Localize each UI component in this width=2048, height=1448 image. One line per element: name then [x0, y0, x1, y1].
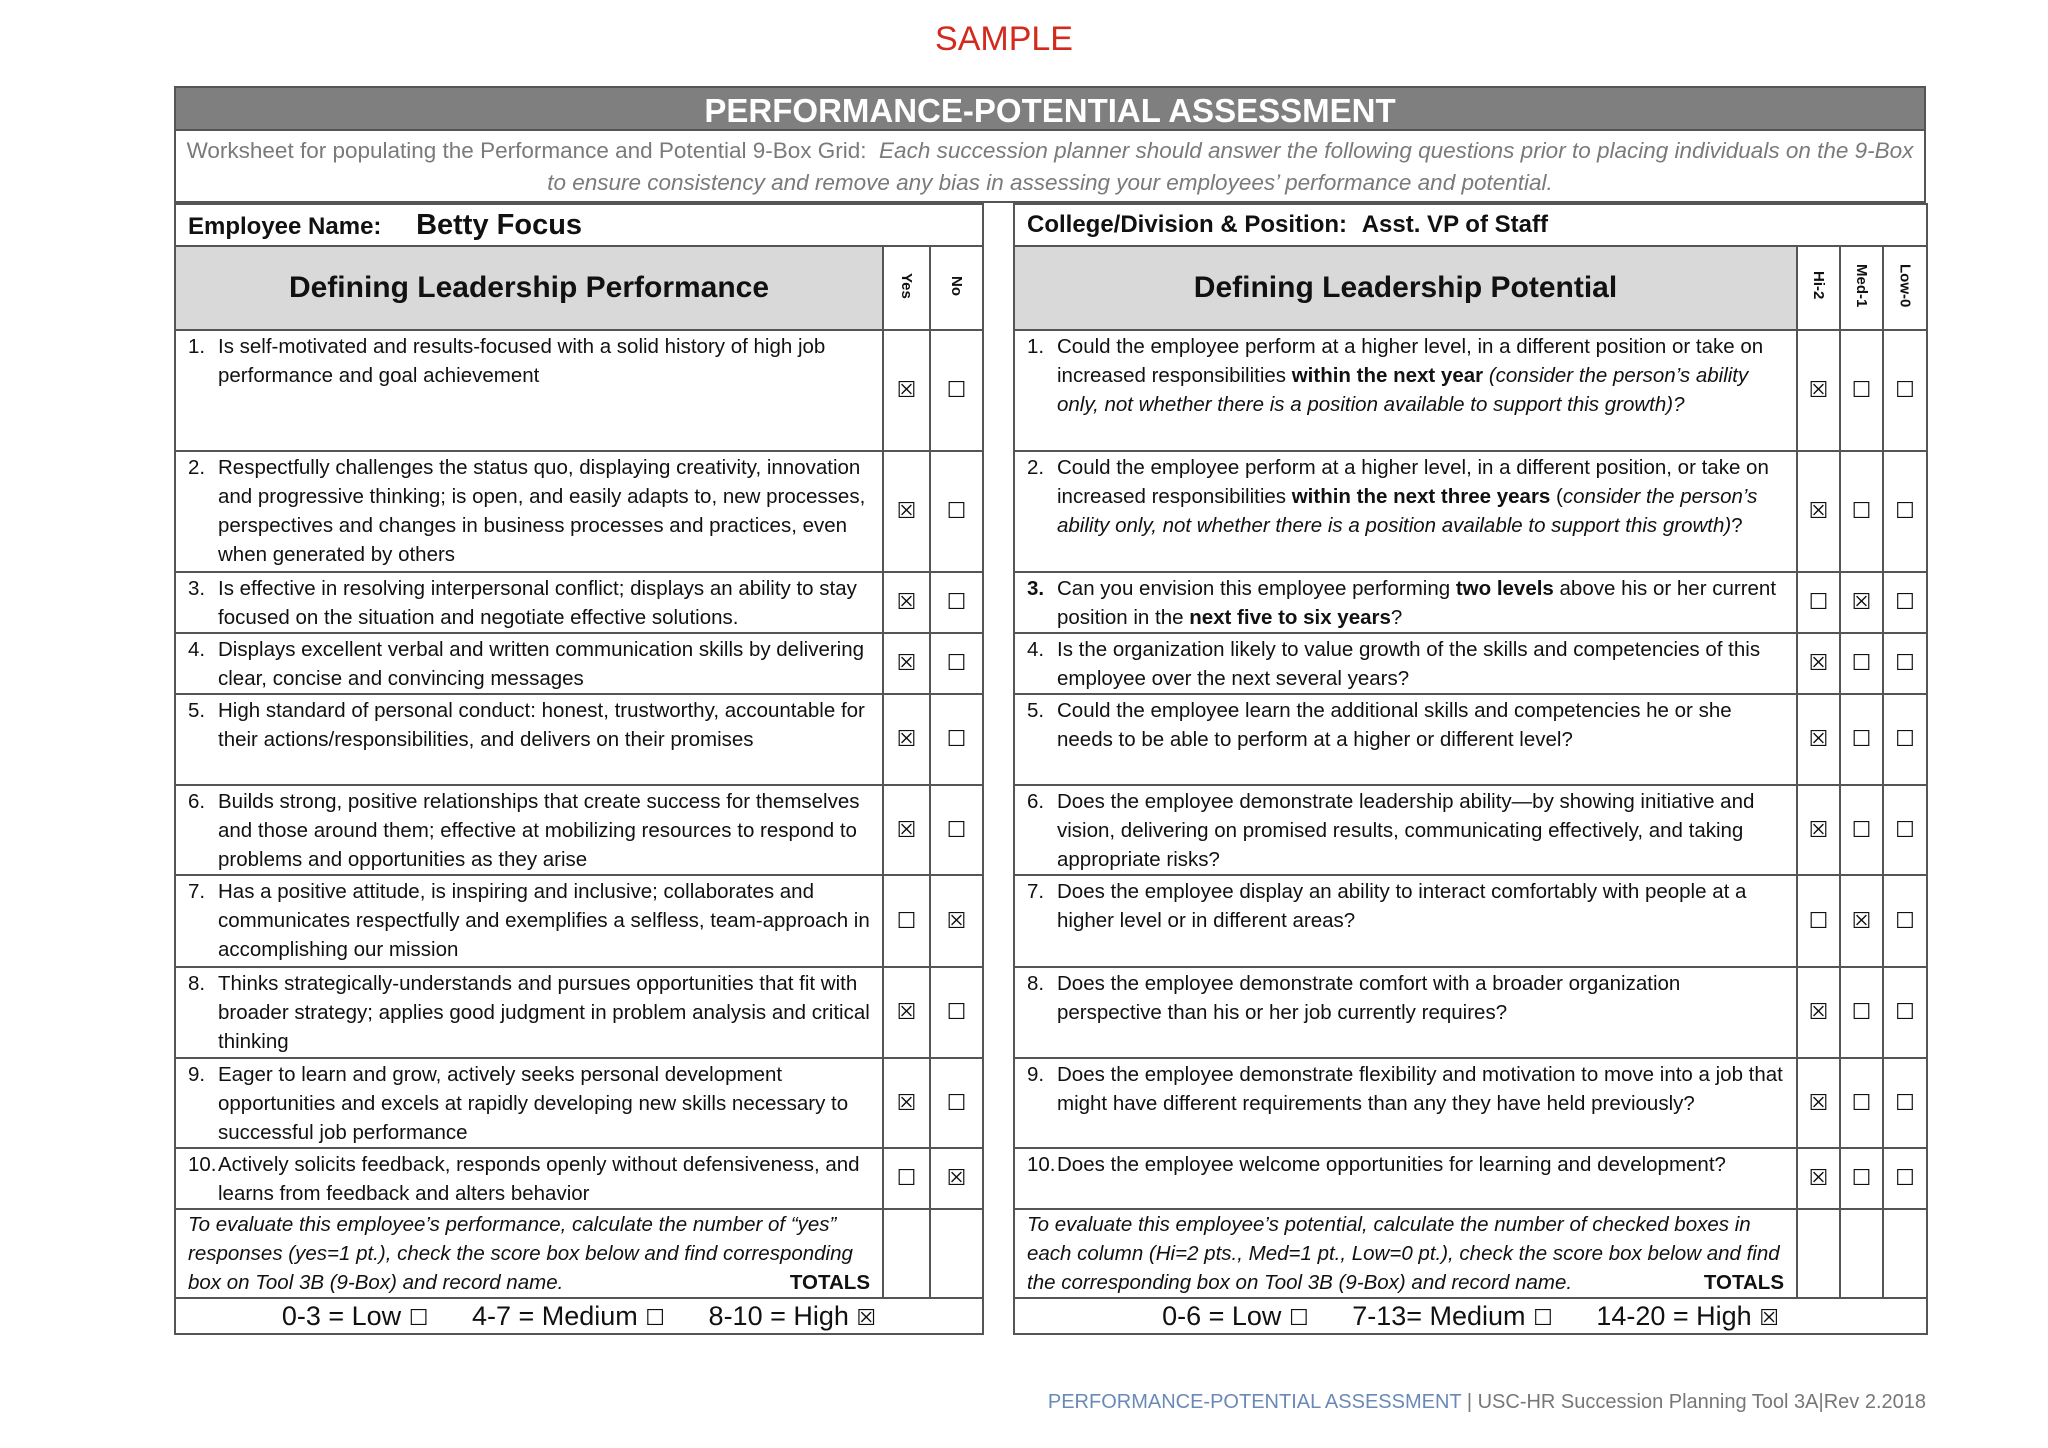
performance-totals-instructions: [175, 1209, 883, 1298]
potential-heading: Defining Leadership Potential: [1014, 246, 1797, 330]
intro-italic: Each succession planner should answer the following questions prior to placing individuals on the 9-Box to ensure consistency and remove any bias in assessing your employees’ performance and potential.: [547, 138, 1914, 195]
hi-checkbox[interactable]: ☐: [1797, 572, 1840, 633]
performance-row: [175, 633, 983, 694]
no-checkbox[interactable]: ☐: [930, 694, 983, 785]
hi-checkbox[interactable]: ☒: [1797, 1148, 1840, 1209]
question-text-segment: above his or her current position in the: [1057, 577, 1777, 629]
question-text: [1057, 635, 1790, 693]
question-number: 1.: [1027, 335, 1045, 358]
yes-checkbox[interactable]: ☒: [883, 451, 930, 572]
question-number: 2.: [188, 456, 206, 479]
col-hi: Hi-2: [1810, 271, 1827, 300]
question-text-segment: Does the employee demonstrate comfort with a broader organization perspective than his or her job currently requires?: [1057, 972, 1681, 1024]
performance-total-yes[interactable]: [883, 1209, 930, 1298]
question-number: 10.: [1027, 1153, 1056, 1176]
potential-total-med[interactable]: [1840, 1209, 1883, 1298]
no-checkbox[interactable]: ☐: [930, 785, 983, 875]
potential-row: [1014, 1058, 1927, 1148]
question-text-segment: (: [1550, 485, 1563, 508]
question-text: Has a positive attitude, is inspiring and inclusive; collaborates and communicates respectfully and exemplifies a selfless, team-approach in accomplishing our mission: [218, 880, 870, 961]
employee-name-value[interactable]: Betty Focus: [416, 208, 583, 241]
perf-score-high[interactable]: 8-10 = High ☒: [708, 1300, 877, 1331]
med-checkbox[interactable]: ☐: [1840, 633, 1883, 694]
yes-checkbox[interactable]: ☒: [883, 572, 930, 633]
yes-checkbox[interactable]: ☐: [883, 1148, 930, 1209]
potential-question: [1014, 572, 1797, 633]
question-text: [1057, 696, 1790, 754]
med-checkbox[interactable]: ☒: [1840, 572, 1883, 633]
question-text: [1057, 969, 1790, 1027]
med-checkbox[interactable]: ☐: [1840, 451, 1883, 572]
question-text-segment: within the next three years: [1291, 485, 1551, 508]
performance-question: [175, 633, 883, 694]
performance-question: [175, 330, 883, 451]
performance-row: [175, 1058, 983, 1148]
page-footer: [1048, 1391, 1926, 1414]
footer-separator: |: [1461, 1391, 1478, 1413]
performance-row: [175, 330, 983, 451]
question-number: 3.: [188, 577, 206, 600]
med-checkbox[interactable]: ☐: [1840, 1058, 1883, 1148]
performance-totals-text: To evaluate this employee’s performance, calculate the number of “yes” responses (yes=1 pt.), check the score box below and find corresponding box on Tool 3B (9-Box) and record name.: [188, 1213, 853, 1294]
hi-checkbox[interactable]: ☒: [1797, 967, 1840, 1058]
question-text-segment: consider the person’s ability only, not whether there is a position available to support this growth): [1057, 485, 1758, 537]
low-checkbox[interactable]: ☐: [1883, 1148, 1927, 1209]
question-text-segment: two levels: [1455, 577, 1554, 600]
question-text: [1057, 453, 1790, 540]
question-text: [1057, 574, 1790, 632]
perf-score-medium[interactable]: 4-7 = Medium ☐: [471, 1300, 666, 1331]
question-number: 6.: [188, 790, 206, 813]
position-label: College/Division & Position:: [1027, 211, 1348, 238]
hi-checkbox[interactable]: ☒: [1797, 330, 1840, 451]
hi-checkbox[interactable]: ☒: [1797, 1058, 1840, 1148]
no-checkbox[interactable]: ☐: [930, 572, 983, 633]
question-text-segment: Does the employee demonstrate leadership ability—by showing initiative and vision, delivering on promised results, communicating effectively, and taking appropriate risks?: [1057, 790, 1755, 871]
performance-row: [175, 694, 983, 785]
question-number: 8.: [188, 972, 206, 995]
question-text-segment: Can you envision this employee performing: [1057, 577, 1456, 600]
yes-checkbox[interactable]: ☒: [883, 633, 930, 694]
question-text-segment: within the next year: [1291, 364, 1484, 387]
potential-question: [1014, 785, 1797, 875]
hi-checkbox[interactable]: ☒: [1797, 785, 1840, 875]
yes-checkbox[interactable]: ☒: [883, 785, 930, 875]
hi-checkbox[interactable]: ☒: [1797, 633, 1840, 694]
potential-question: [1014, 633, 1797, 694]
no-checkbox[interactable]: ☒: [930, 1148, 983, 1209]
yes-checkbox[interactable]: ☒: [883, 330, 930, 451]
performance-row: [175, 451, 983, 572]
low-checkbox[interactable]: ☐: [1883, 785, 1927, 875]
employee-name-field: [175, 204, 983, 246]
yes-checkbox[interactable]: ☒: [883, 1058, 930, 1148]
question-text: [1057, 877, 1790, 935]
low-checkbox[interactable]: ☐: [1883, 451, 1927, 572]
footer-tool: USC-HR Succession Planning Tool 3A|Rev 2.2018: [1477, 1391, 1926, 1413]
potential-question: [1014, 875, 1797, 967]
yes-checkbox[interactable]: ☒: [883, 694, 930, 785]
low-checkbox[interactable]: ☐: [1883, 875, 1927, 967]
potential-totals-text: To evaluate this employee’s potential, calculate the number of checked boxes in each column (Hi=2 pts., Med=1 pt., Low=0 pt.), check the score box below and find the corresponding box on Tool 3B (9-Box) and record name.: [1027, 1213, 1780, 1294]
potential-total-low[interactable]: [1883, 1209, 1927, 1298]
performance-totals-label: TOTALS: [789, 1271, 870, 1294]
performance-score-row: [175, 1298, 983, 1334]
hi-checkbox[interactable]: ☒: [1797, 451, 1840, 572]
performance-row: [175, 785, 983, 875]
question-number: 9.: [188, 1063, 206, 1086]
low-checkbox[interactable]: ☐: [1883, 967, 1927, 1058]
footer-title: PERFORMANCE-POTENTIAL ASSESSMENT: [1047, 1391, 1462, 1413]
pot-score-medium[interactable]: 7-13= Medium ☐: [1352, 1300, 1553, 1331]
low-checkbox[interactable]: ☐: [1883, 694, 1927, 785]
question-text: Builds strong, positive relationships that create success for themselves and those around them; effective at mobilizing resources to respond to problems and opportunities as they arise: [218, 790, 860, 871]
performance-question: [175, 967, 883, 1058]
performance-heading: Defining Leadership Performance: [175, 246, 883, 330]
potential-row: [1014, 330, 1927, 451]
question-text: Thinks strategically-understands and pursues opportunities that fit with broader strategy; applies good judgment in problem analysis and critical thinking: [218, 972, 870, 1053]
question-number: 7.: [1027, 880, 1045, 903]
low-checkbox[interactable]: ☐: [1883, 572, 1927, 633]
performance-total-no[interactable]: [930, 1209, 983, 1298]
performance-question: [175, 694, 883, 785]
col-med: Med-1: [1853, 263, 1870, 308]
question-number: 8.: [1027, 972, 1045, 995]
potential-totals-label: TOTALS: [1703, 1271, 1784, 1294]
sample-watermark: SAMPLE: [935, 20, 1073, 58]
no-checkbox[interactable]: ☐: [930, 967, 983, 1058]
performance-question: [175, 451, 883, 572]
low-checkbox[interactable]: ☐: [1883, 633, 1927, 694]
potential-question: [1014, 330, 1797, 451]
pot-score-low[interactable]: 0-6 = Low ☐: [1162, 1300, 1309, 1331]
hi-checkbox[interactable]: ☐: [1797, 875, 1840, 967]
potential-row: [1014, 875, 1927, 967]
yes-checkbox[interactable]: ☒: [883, 967, 930, 1058]
pot-score-high[interactable]: 14-20 = High ☒: [1596, 1300, 1779, 1331]
question-number: 5.: [1027, 699, 1045, 722]
perf-score-low[interactable]: 0-3 = Low ☐: [281, 1300, 429, 1331]
question-text-segment: Does the employee demonstrate flexibility and motivation to move into a job that might have different requirements than any they have held previously?: [1057, 1063, 1783, 1115]
potential-row: [1014, 694, 1927, 785]
med-checkbox[interactable]: ☐: [1840, 785, 1883, 875]
potential-question: [1014, 694, 1797, 785]
question-text-segment: Is the organization likely to value growth of the skills and competencies of this employee over the next several years?: [1057, 638, 1761, 690]
employee-name-label: Employee Name:: [188, 212, 382, 240]
potential-question: [1014, 451, 1797, 572]
question-number: 4.: [1027, 638, 1045, 661]
intro-plain: Worksheet for populating the Performance and Potential 9-Box Grid:: [186, 138, 867, 163]
potential-row: [1014, 1148, 1927, 1209]
question-number: 1.: [188, 335, 206, 358]
question-text: [1057, 1060, 1790, 1118]
question-text-segment: Does the employee welcome opportunities for learning and development?: [1057, 1153, 1726, 1176]
question-text: [1057, 1150, 1790, 1179]
question-text: [1057, 332, 1790, 419]
position-field: [1014, 204, 1927, 246]
intro-text: [174, 131, 1926, 203]
performance-row: [175, 967, 983, 1058]
question-text: Displays excellent verbal and written communication skills by delivering clear, concise and convincing messages: [218, 638, 865, 690]
performance-question: [175, 572, 883, 633]
performance-question: [175, 1148, 883, 1209]
hi-checkbox[interactable]: ☒: [1797, 694, 1840, 785]
potential-question: [1014, 1058, 1797, 1148]
question-text: [1057, 787, 1790, 874]
question-text: Respectfully challenges the status quo, displaying creativity, innovation and progressive thinking; is open, and easily adapts to, new processes, perspectives and changes in business processes and practices, even when generated by others: [218, 456, 866, 566]
no-checkbox[interactable]: ☐: [930, 633, 983, 694]
potential-row: [1014, 572, 1927, 633]
performance-row: [175, 875, 983, 967]
yes-checkbox[interactable]: ☐: [883, 875, 930, 967]
question-number: 10.: [188, 1153, 217, 1176]
question-text: Is self-motivated and results-focused with a solid history of high job performance and goal achievement: [218, 335, 826, 387]
performance-panel: [174, 203, 982, 1335]
low-checkbox[interactable]: ☐: [1883, 1058, 1927, 1148]
potential-totals-instructions: [1014, 1209, 1797, 1298]
position-value[interactable]: Asst. VP of Staff: [1361, 211, 1548, 238]
question-text-segment: ?: [1731, 514, 1743, 537]
med-checkbox[interactable]: ☒: [1840, 875, 1883, 967]
performance-row: [175, 1148, 983, 1209]
potential-row: [1014, 967, 1927, 1058]
performance-question: [175, 1058, 883, 1148]
question-number: 2.: [1027, 456, 1045, 479]
no-checkbox[interactable]: ☐: [930, 451, 983, 572]
potential-row: [1014, 633, 1927, 694]
question-text: High standard of personal conduct: honest, trustworthy, accountable for their actions/responsibilities, and delivers on their promises: [218, 699, 865, 751]
med-checkbox[interactable]: ☐: [1840, 967, 1883, 1058]
no-checkbox[interactable]: ☒: [930, 875, 983, 967]
potential-score-row: [1014, 1298, 1927, 1334]
med-checkbox[interactable]: ☐: [1840, 330, 1883, 451]
question-number: 3.: [1027, 577, 1045, 600]
potential-panel: [1013, 203, 1926, 1335]
potential-row: [1014, 785, 1927, 875]
col-no: No: [948, 275, 965, 296]
potential-question: [1014, 967, 1797, 1058]
no-checkbox[interactable]: ☐: [930, 330, 983, 451]
potential-question: [1014, 1148, 1797, 1209]
question-text-segment: (consider the person’s ability only, not whether there is a position available to support this growth)?: [1057, 364, 1749, 416]
question-number: 5.: [188, 699, 206, 722]
question-number: 4.: [188, 638, 206, 661]
question-text-segment: Does the employee display an ability to interact comfortably with people at a higher level or in different areas?: [1057, 880, 1747, 932]
question-number: 7.: [188, 880, 206, 903]
performance-row: [175, 572, 983, 633]
question-text-segment: next five to six years: [1189, 606, 1391, 629]
potential-total-hi[interactable]: [1797, 1209, 1840, 1298]
med-checkbox[interactable]: ☐: [1840, 1148, 1883, 1209]
low-checkbox[interactable]: ☐: [1883, 330, 1927, 451]
col-yes: Yes: [898, 272, 915, 299]
potential-row: [1014, 451, 1927, 572]
question-number: 6.: [1027, 790, 1045, 813]
question-text-segment: ?: [1390, 606, 1403, 629]
question-text: Is effective in resolving interpersonal conflict; displays an ability to stay focused on the situation and negotiate effective solutions.: [218, 577, 857, 629]
page-title: PERFORMANCE-POTENTIAL ASSESSMENT: [174, 86, 1926, 131]
question-text-segment: Could the employee learn the additional skills and competencies he or she needs to be able to perform at a higher or different level?: [1057, 699, 1732, 751]
col-low: Low-0: [1896, 263, 1914, 308]
no-checkbox[interactable]: ☐: [930, 1058, 983, 1148]
question-text: Actively solicits feedback, responds openly without defensiveness, and learns from feedback and alters behavior: [218, 1153, 860, 1205]
performance-question: [175, 875, 883, 967]
question-text: Eager to learn and grow, actively seeks personal development opportunities and excels at rapidly developing new skills necessary to successful job performance: [218, 1063, 849, 1144]
performance-question: [175, 785, 883, 875]
question-text-segment: Could the employee perform at a higher level, in a different position or take on increased responsibilities: [1057, 335, 1764, 387]
question-text-segment: Could the employee perform at a higher level, in a different position, or take on increased responsibilities: [1057, 456, 1769, 508]
med-checkbox[interactable]: ☐: [1840, 694, 1883, 785]
question-number: 9.: [1027, 1063, 1045, 1086]
